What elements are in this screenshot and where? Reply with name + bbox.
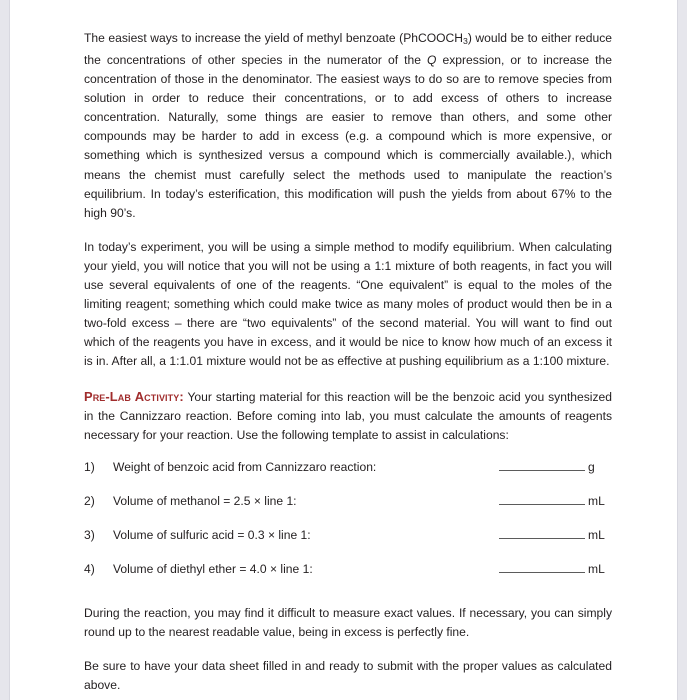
- list-item: [84, 493, 612, 509]
- paragraph-text: Be sure to have your data sheet filled in and ready to submit with the proper values as calculated above.: [84, 658, 612, 693]
- fill-in-blank-group[interactable]: [499, 459, 612, 475]
- paragraph-data-sheet-note: [84, 657, 612, 695]
- list-item: [84, 527, 612, 543]
- paragraph-segment-text: expression, or to increase the concentration of those in the denominator. The easiest ways to do so are to remove species from solution in order to reduce their concentrations, or to add excess of others to increase concentration. Naturally, some things are easier to remove than others, and some other compounds may be harder to add in excess (e.g. a compound which is more expensive, or something which is synthesized versus a compound which is commercially available.), which means the chemist must carefully select the methods used to manipulate the reaction’s equilibrium. In today’s esterification, this modification will push the yields from about 67% to the high 90’s.: [84, 53, 612, 220]
- unit-label: mL: [588, 527, 605, 542]
- fill-in-blank-line[interactable]: [499, 459, 585, 471]
- formula-subscript: 3: [463, 35, 468, 46]
- list-item: [84, 459, 612, 475]
- paragraph-rounding-note: [84, 604, 612, 642]
- list-item-row: [113, 561, 612, 577]
- list-item-row: [113, 459, 612, 475]
- unit-label: g: [588, 459, 595, 474]
- page-sheet: [10, 0, 677, 700]
- fill-in-blank-line[interactable]: [499, 527, 585, 539]
- page-left-edge-strip: [0, 0, 10, 700]
- list-item-number: 4): [84, 561, 95, 576]
- formula-methyl-benzoate: [403, 31, 468, 45]
- list-item-row: [113, 527, 612, 543]
- calculation-template-list: [84, 459, 612, 577]
- prelab-activity-body: Your starting material for this reaction will be the benzoic acid you synthesized in the Cannizzaro reaction. Before coming into lab, you must calculate the amounts of reagents necessary for your reaction. Use the following template to assist in calculations:: [84, 389, 612, 442]
- unit-label: mL: [588, 493, 605, 508]
- list-item-label: Volume of methanol = 2.5 × line 1:: [113, 493, 297, 508]
- list-item-label: Weight of benzoic acid from Cannizzaro reaction:: [113, 459, 377, 474]
- list-item-number: 3): [84, 527, 95, 542]
- paragraph-text: In today’s experiment, you will be using a simple method to modify equilibrium. When calculating your yield, you will notice that you will not be using a 1:1 mixture of both reagents, in fact you will use several equivalents of one of the reagents. “One equivalent” is equal to the moles of the limiting reagent; something which could make twice as many moles of product would then be in a two-fold excess – there are “two equivalents” of the second material. You will want to find out which of the reagents you have in excess, and it would be nice to know how much of an excess it is in. After all, a 1:1.01 mixture would not be as effective at pushing equilibrium as a 1:100 mixture.: [84, 239, 612, 369]
- paragraph-text: During the reaction, you may find it difficult to measure exact values. If necessary, you can simply round up to the nearest readable value, being in excess is perfectly fine.: [84, 605, 612, 639]
- reaction-quotient-symbol: Q: [427, 53, 437, 67]
- list-item-number: 2): [84, 493, 95, 508]
- formula-base: PhCOOCH: [403, 31, 463, 45]
- fill-in-blank-group[interactable]: [499, 561, 612, 577]
- unit-label: mL: [588, 561, 605, 576]
- fill-in-blank-line[interactable]: [499, 561, 585, 573]
- fill-in-blank-group[interactable]: [499, 493, 612, 509]
- list-item-row: [113, 493, 612, 509]
- document-text-column: [84, 29, 612, 695]
- paragraph-segment-text: ) would be to either reduce the concentrations of other species in the numerator of the: [84, 31, 612, 67]
- list-item-label: Volume of sulfuric acid = 0.3 × line 1:: [113, 527, 311, 542]
- prelab-activity-heading: Pre-Lab Activity:: [84, 388, 184, 404]
- fill-in-blank-line[interactable]: [499, 493, 585, 505]
- section-spacer: [84, 595, 612, 604]
- list-item-label: Volume of diethyl ether = 4.0 × line 1:: [113, 561, 313, 576]
- paragraph-segment-text: The easiest ways to increase the yield of methyl benzoate (: [84, 31, 404, 45]
- list-item-number: 1): [84, 459, 95, 474]
- fill-in-blank-group[interactable]: [499, 527, 612, 543]
- paragraph-equivalents-explanation: [84, 238, 612, 372]
- page-right-edge-strip: [677, 0, 687, 700]
- paragraph-intro-equilibrium: [84, 29, 612, 223]
- list-item: [84, 561, 612, 577]
- paragraph-prelab-activity: [84, 387, 612, 445]
